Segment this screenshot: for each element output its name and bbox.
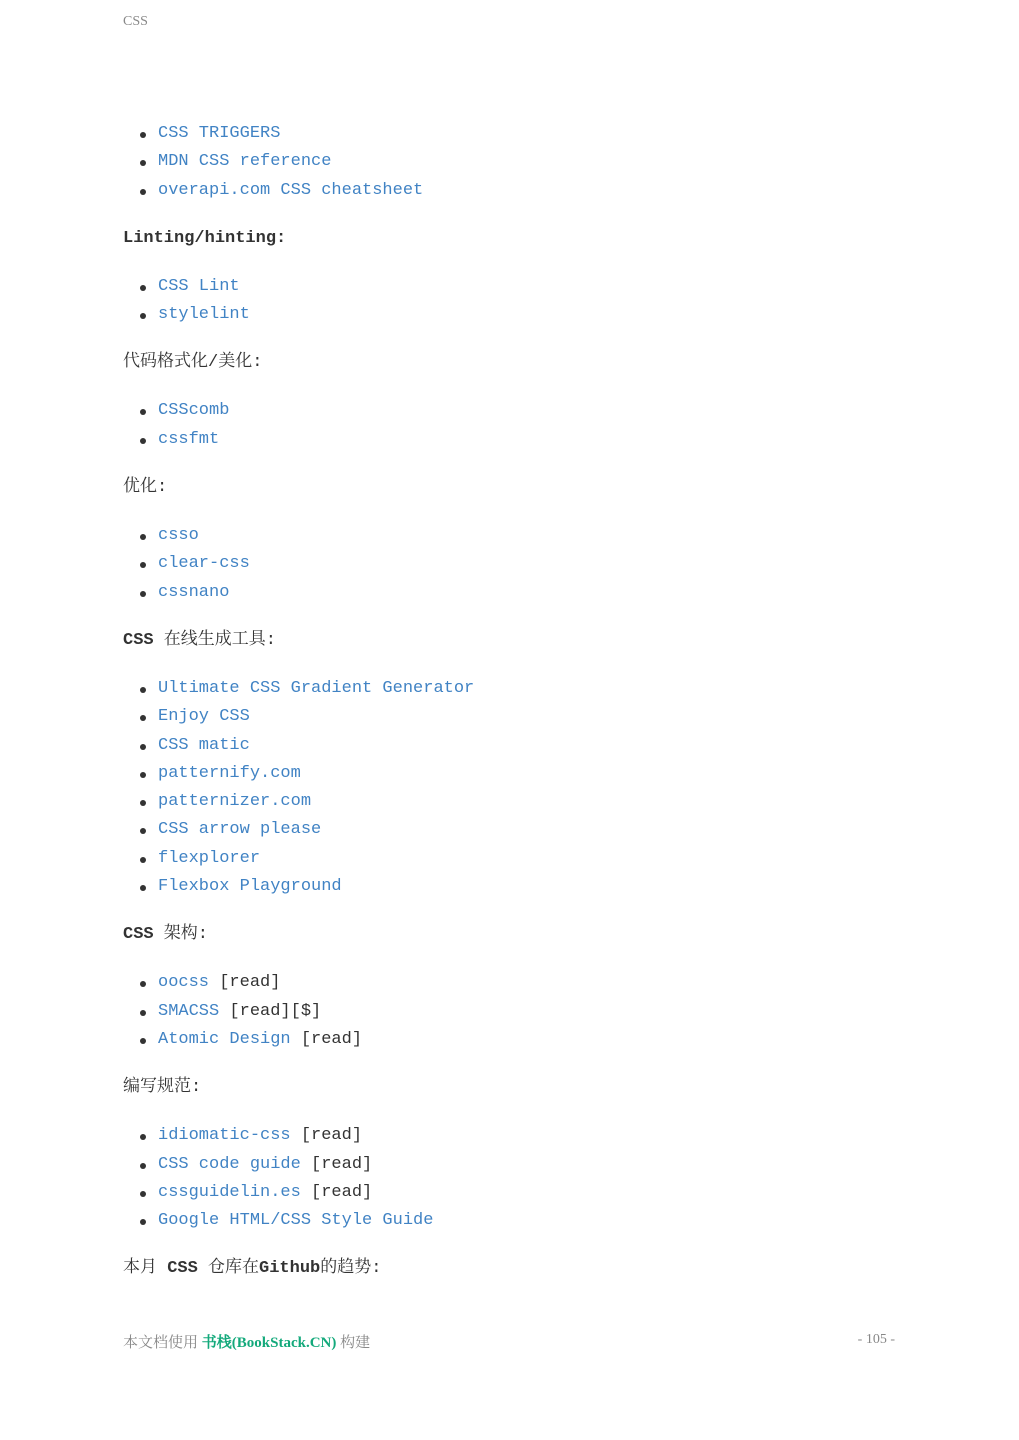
bullet-icon xyxy=(140,534,146,540)
list-item xyxy=(158,1207,903,1235)
section-heading-formatting: 代码格式化/美化: xyxy=(123,353,263,373)
heading-css-label: CSS xyxy=(123,925,154,945)
list-link[interactable]: Enjoy CSS xyxy=(158,707,250,727)
document-content xyxy=(123,120,903,1303)
link-list xyxy=(123,397,903,454)
list-suffix: [read] xyxy=(290,1029,363,1049)
footer-brand-link[interactable]: 书栈(BookStack.CN) xyxy=(201,1335,337,1351)
bullet-icon xyxy=(140,285,146,291)
bullet-icon xyxy=(140,981,146,987)
list-item xyxy=(158,760,903,788)
list-item xyxy=(158,301,903,329)
bullet-icon xyxy=(140,800,146,806)
list-link[interactable]: CSS Lint xyxy=(158,276,240,296)
list-link[interactable]: clear-css xyxy=(158,554,250,574)
bullet-icon xyxy=(140,438,146,444)
list-item xyxy=(158,816,903,844)
footer-prefix: 本文档使用 xyxy=(123,1335,202,1351)
bullet-icon xyxy=(140,885,146,891)
bullet-icon xyxy=(140,562,146,568)
list-item xyxy=(158,845,903,873)
link-list xyxy=(123,273,903,330)
list-link[interactable]: CSS TRIGGERS xyxy=(158,124,281,143)
heading-github-label: Github xyxy=(259,1259,321,1279)
list-item xyxy=(158,177,903,205)
bullet-icon xyxy=(140,1010,146,1016)
section-heading-github-trends xyxy=(123,1255,903,1283)
list-link[interactable]: patternizer.com xyxy=(158,792,312,812)
list-suffix: [read] xyxy=(290,1126,363,1146)
list-item xyxy=(158,969,903,997)
list-item xyxy=(158,426,903,454)
list-link[interactable]: patternify.com xyxy=(158,763,301,783)
list-link[interactable]: cssguidelin.es xyxy=(158,1182,301,1202)
list-link[interactable]: csso xyxy=(158,526,199,546)
list-item xyxy=(158,703,903,731)
bullet-icon xyxy=(140,687,146,693)
list-link[interactable]: flexplorer xyxy=(158,848,261,868)
heading-prefix: 本月 xyxy=(123,1259,168,1279)
list-link[interactable]: CSScomb xyxy=(158,401,230,421)
bullet-icon xyxy=(140,1038,146,1044)
list-item xyxy=(158,788,903,816)
bullet-icon xyxy=(140,591,146,597)
bullet-icon xyxy=(140,715,146,721)
list-item xyxy=(158,148,903,176)
link-list xyxy=(123,1122,903,1235)
list-link[interactable]: CSS arrow please xyxy=(158,820,322,840)
bullet-icon xyxy=(140,772,146,778)
list-link[interactable]: cssfmt xyxy=(158,429,220,449)
section-heading-linting: Linting/hinting: xyxy=(123,228,287,248)
list-suffix: [read][$] xyxy=(219,1001,322,1021)
heading-rest: 在线生成工具: xyxy=(153,630,277,650)
bullet-icon xyxy=(140,857,146,863)
list-item xyxy=(158,998,903,1026)
bullet-icon xyxy=(140,1219,146,1225)
bullet-icon xyxy=(140,1134,146,1140)
bullet-icon xyxy=(140,409,146,415)
list-link[interactable]: SMACSS xyxy=(158,1001,220,1021)
list-item xyxy=(158,1151,903,1179)
list-link[interactable]: stylelint xyxy=(158,305,250,325)
link-list xyxy=(123,969,903,1054)
list-link[interactable]: MDN CSS reference xyxy=(158,152,332,172)
page-header-title: CSS xyxy=(123,14,148,29)
list-item xyxy=(158,522,903,550)
list-link[interactable]: CSS code guide xyxy=(158,1154,301,1174)
bullet-icon xyxy=(140,189,146,195)
list-item xyxy=(158,120,903,148)
list-link[interactable]: CSS matic xyxy=(158,735,250,755)
bullet-icon xyxy=(140,313,146,319)
list-link[interactable]: Flexbox Playground xyxy=(158,877,342,897)
list-link[interactable]: Google HTML/CSS Style Guide xyxy=(158,1211,434,1231)
list-link[interactable]: overapi.com CSS cheatsheet xyxy=(158,180,424,200)
section-heading-architecture xyxy=(123,921,903,949)
link-list xyxy=(123,522,903,607)
section-heading-online-generators xyxy=(123,627,903,655)
link-list xyxy=(123,675,903,901)
list-suffix: [read] xyxy=(209,973,281,993)
section-heading-style-guides: 编写规范: xyxy=(123,1078,202,1098)
list-item xyxy=(158,675,903,703)
list-suffix: [read] xyxy=(300,1182,373,1202)
bullet-icon xyxy=(140,132,146,138)
list-suffix: [read] xyxy=(300,1154,373,1174)
section-heading-optimization: 优化: xyxy=(123,478,168,498)
list-item xyxy=(158,273,903,301)
heading-tail: 的趋势: xyxy=(320,1259,382,1279)
bullet-icon xyxy=(140,744,146,750)
heading-css-label: CSS xyxy=(123,630,154,650)
list-link[interactable]: idiomatic-css xyxy=(158,1126,291,1146)
list-item xyxy=(158,1122,903,1150)
list-link[interactable]: Atomic Design xyxy=(158,1029,291,1049)
bullet-icon xyxy=(140,828,146,834)
heading-middle: 仓库在 xyxy=(197,1259,260,1279)
list-link[interactable]: Ultimate CSS Gradient Generator xyxy=(158,678,475,698)
list-item xyxy=(158,1026,903,1054)
list-item xyxy=(158,1179,903,1207)
list-item xyxy=(158,873,903,901)
page-number: - 105 - xyxy=(857,1332,895,1347)
page-footer-credit xyxy=(123,1331,370,1352)
link-list xyxy=(123,120,903,205)
list-item xyxy=(158,550,903,578)
heading-rest: 架构: xyxy=(153,925,209,945)
list-item xyxy=(158,579,903,607)
list-link[interactable]: oocss xyxy=(158,973,210,993)
bullet-icon xyxy=(140,1191,146,1197)
bullet-icon xyxy=(140,160,146,166)
bullet-icon xyxy=(140,1163,146,1169)
list-item xyxy=(158,732,903,760)
heading-css-label: CSS xyxy=(167,1259,198,1279)
list-link[interactable]: cssnano xyxy=(158,582,230,602)
list-item xyxy=(158,397,903,425)
footer-suffix: 构建 xyxy=(336,1335,371,1351)
